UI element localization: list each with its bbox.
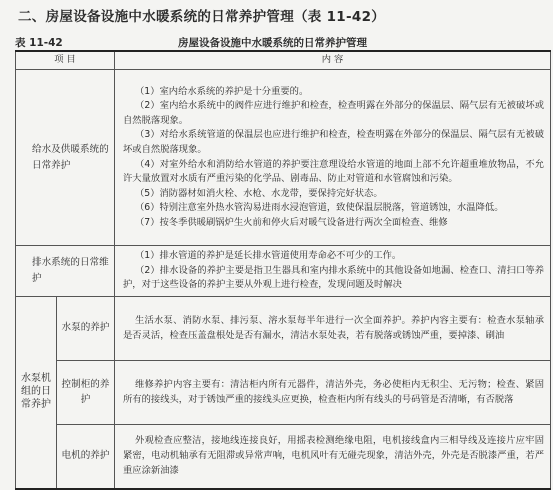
list-item: （2）排水设备的养护主要是指卫生器具和室内排水系统中的其他设备如地漏、检查口、清扫口等养护，对于这些设备的养护主要从外观上进行检查，发现问题及时解决 [123, 264, 544, 291]
content-motor: 外观检查应整洁，接地线连接良好，用摇表检测绝缘电阻，电机接线盒内三相导线及连接片应牢固紧密，电动机轴承有无阻滞或异常声响，电机风叶有无碰壳现象，清洁外壳，外壳是否脱漆严重，若严重应涂新油漆 [115, 425, 551, 489]
content-drainage [115, 246, 551, 297]
category-water-supply: 给水及供暖系统的日常养护 [16, 70, 115, 246]
content-water-supply [115, 70, 551, 246]
table-row-pump [16, 297, 551, 361]
subcategory-pump: 水泵的养护 [57, 297, 115, 361]
category-drainage: 排水系统的日常维护 [16, 246, 115, 297]
list-item: （4）对室外给水和消防给水管道的养护要注意理设给水管道的地面上部不允许超重堆放物品，不允许大量放置对水质有严重污染的化学品、剧毒品、防止对管道和水管腐蚀和污染。 [123, 158, 544, 185]
table-number: 表 11-42 [15, 37, 63, 49]
table-row-water-supply [16, 70, 551, 246]
content-control-cabinet: 维修养护内容主要有：清洁柜内所有元器件，清洁外壳，务必使柜内无积尘、无污物；检查、紧固所有的接线头，对于锈蚀严重的接线头应更换，检查柜内所有线头的号码管是否清晰，有否脱落 [115, 361, 551, 425]
table-row-control-cabinet [16, 361, 551, 425]
content-pump: 生活水泵、消防水泵、排污泵、溶水泵每半年进行一次全面养护。养护内容主要有：检查水泵轴承是否灵活，检查压盖盘根处是否有漏水，清洁水泵处表，若有脱落或锈蚀严重，要掉漆、刷油 [115, 297, 551, 361]
header-content: 内 容 [115, 51, 551, 70]
table-row-motor [16, 425, 551, 489]
table-row-drainage [16, 246, 551, 297]
subcategory-control-cabinet: 控制柜的养护 [57, 361, 115, 425]
header-item: 项 目 [16, 51, 115, 70]
list-item: （2）室内给水系统中的阀件应进行维护和检查，检查明露在外部分的保温层、隔气层有无被破坏或自然脱落现象。 [123, 100, 544, 126]
table-header-row [16, 51, 551, 70]
maintenance-table [15, 50, 551, 490]
list-item: （7）按冬季供暖刷锅炉生火前和停火后对暖气设备进行两次全面检查、维修 [135, 216, 448, 228]
list-item: （1）室内给水系统的养护是十分重要的。 [135, 85, 309, 97]
list-item: （3）对给水系统管道的保温层也应进行维护和检查，检查明露在外部分的保温层、隔气层有无被破坏或自然脱落现象。 [123, 129, 544, 155]
list-item: （6）特别注意室外热水管沟易进雨水浸泡管道，致使保温层脱落，管道锈蚀，水温降低。 [135, 202, 504, 214]
list-item: （1）排水管道的养护是延长排水管道使用寿命必不可少的工作。 [135, 250, 402, 262]
section-title: 二、房屋设备设施中水暖系统的日常养护管理（表 11-42） [18, 9, 386, 25]
table-title: 房屋设备设施中水暖系统的日常养护管理 [178, 37, 367, 49]
category-pump-group: 水泵机组的日常养护 [16, 297, 57, 489]
list-item: （5）消防器材如消火栓、水枪、水龙带，要保持完好状态。 [135, 187, 383, 199]
subcategory-motor: 电机的养护 [57, 425, 115, 489]
